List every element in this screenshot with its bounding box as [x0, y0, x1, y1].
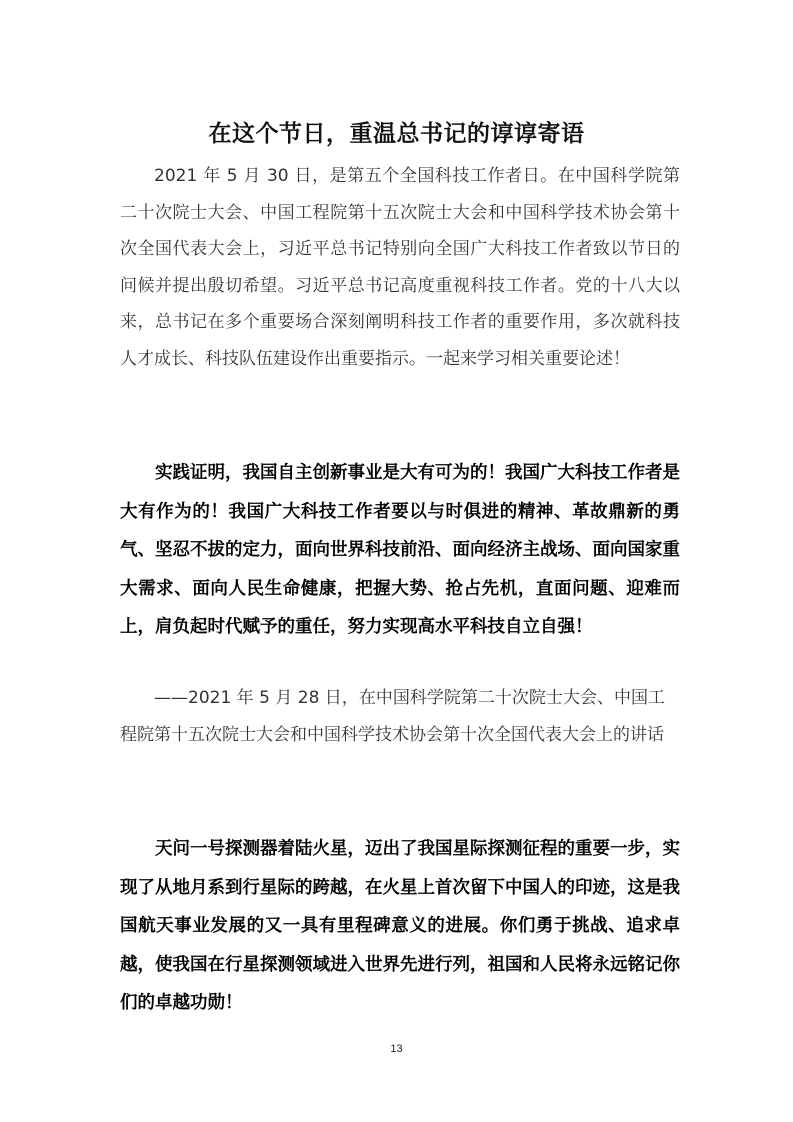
page-number: 13 [390, 1043, 403, 1055]
intro-paragraph: 2021 年 5 月 30 日，是第五个全国科技工作者日。在中国科学院第二十次院士大会、中国工程院第十五次院士大会和中国科学技术协会第十次全国代表大会上，习近平总书记特别向全国广大科技工作者致以节日的问候并提出殷切希望。习近平总书记高度重视科技工作者。党的十八大以来，总书记在多个重要场合深刻阐明科技工作者的重要作用，多次就科技人才成长、科技队伍建设作出重要指示。一起来学习相关重要论述！ [120, 166, 680, 369]
quote-paragraph-1: 实践证明，我国自主创新事业是大有可为的！我国广大科技工作者是大有作为的！我国广大科技工作者要以与时俱进的精神、革故鼎新的勇气、坚忍不拔的定力，面向世界科技前沿、面向经济主战场、面向国家重大需求、面向人民生命健康，把握大势、抢占先机，直面问题、迎难而上，肩负起时代赋予的重任，努力实现高水平科技自立自强！ [120, 463, 680, 637]
page-title: 在这个节日，重温总书记的谆谆寄语 [208, 120, 585, 148]
quote-source-1: ——2021 年 5 月 28 日，在中国科学院第二十次院士大会、中国工程院第十五次院士大会和中国科学技术协会第十次全国代表大会上的讲话 [120, 688, 665, 745]
quote-paragraph-2: 天问一号探测器着陆火星，迈出了我国星际探测征程的重要一步，实现了从地月系到行星际的跨越，在火星上首次留下中国人的印迹，这是我国航天事业发展的又一具有里程碑意义的进展。你们勇于挑战、追求卓越，使我国在行星探测领域进入世界先进行列，祖国和人民将永远铭记你们的卓越功勋！ [120, 839, 680, 1013]
